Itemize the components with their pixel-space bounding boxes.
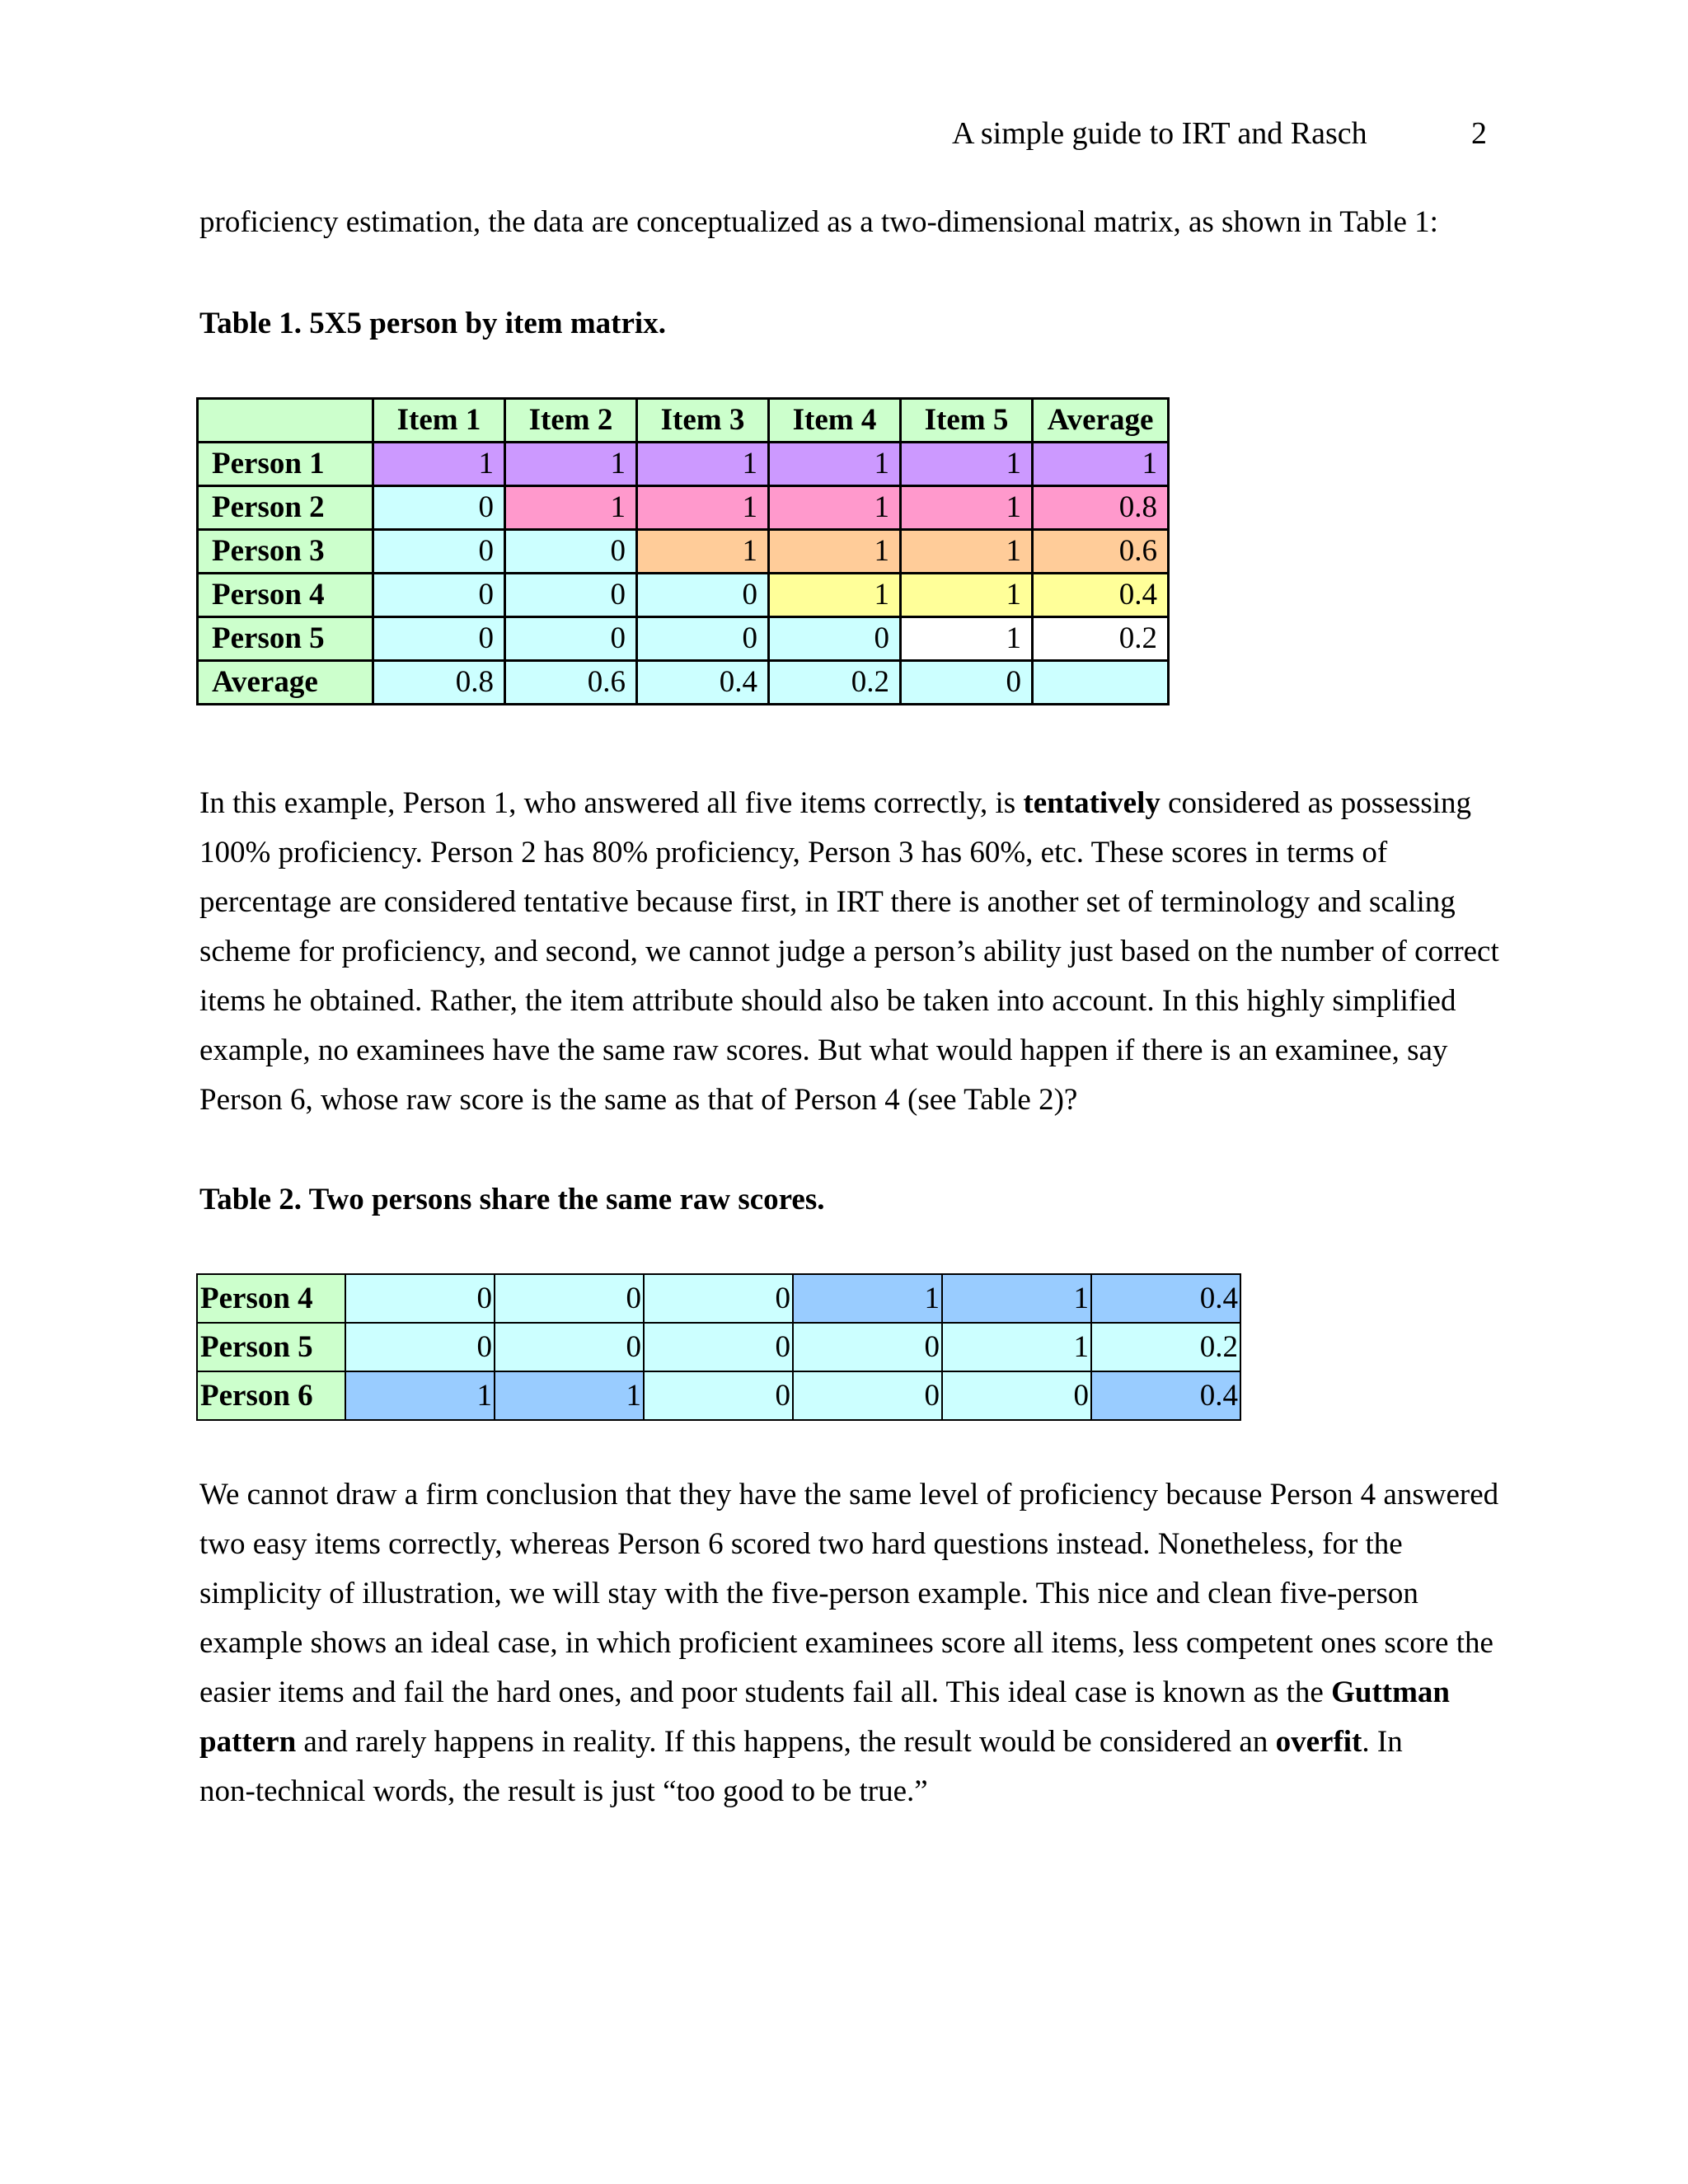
paragraph1-line5: items he obtained. Rather, the item attribute should also be taken into account. In this highly simplified: [199, 984, 1456, 1018]
table-cell: 0: [637, 574, 769, 617]
table-row: [198, 530, 1169, 574]
table-row: [197, 1371, 1240, 1420]
table-cell: 0.4: [1091, 1274, 1240, 1323]
paragraph2-line5: [199, 1675, 1450, 1710]
row-label: Person 5: [197, 1323, 345, 1371]
row-label: Person 1: [198, 443, 373, 486]
table-cell: 0: [495, 1274, 644, 1323]
table-cell: 1: [637, 486, 769, 530]
table-cell: 0.4: [1033, 574, 1169, 617]
running-header-title: A simple guide to IRT and Rasch: [952, 116, 1367, 151]
paragraph2-line2: two easy items correctly, whereas Person 6 scored two hard questions instead. Nonetheless, for the: [199, 1527, 1403, 1561]
table-cell: 1: [637, 530, 769, 574]
table-cell: 0.8: [1033, 486, 1169, 530]
table-cell: 1: [901, 486, 1033, 530]
table-cell: 0: [373, 486, 505, 530]
table-cell: 1: [505, 486, 637, 530]
table-cell: 0: [345, 1323, 495, 1371]
table-cell: 0.8: [373, 661, 505, 705]
table-cell: 0: [373, 617, 505, 661]
table-cell: 1: [793, 1274, 942, 1323]
table-cell: 1: [901, 617, 1033, 661]
table-cell: 0: [345, 1274, 495, 1323]
table-row: [198, 486, 1169, 530]
table-cell: 1: [942, 1323, 1091, 1371]
paragraph2-line7: non-technical words, the result is just “too good to be true.”: [199, 1774, 928, 1808]
table-cell: 0: [901, 661, 1033, 705]
table-cell: 0: [373, 574, 505, 617]
row-label: Person 5: [198, 617, 373, 661]
table1-header-item4: Item 4: [769, 399, 901, 443]
table-cell: 0: [793, 1323, 942, 1371]
table1-header-item3: Item 3: [637, 399, 769, 443]
row-label: Average: [198, 661, 373, 705]
table-cell: 1: [901, 443, 1033, 486]
table-cell: 1: [345, 1371, 495, 1420]
page-number: 2: [1471, 116, 1487, 151]
table2-caption: Table 2. Two persons share the same raw scores.: [199, 1183, 825, 1216]
table-row: [197, 1323, 1240, 1371]
bold-term-overfit: overfit: [1275, 1725, 1362, 1759]
text-run: . In: [1362, 1725, 1403, 1759]
table-cell: 0: [495, 1323, 644, 1371]
table-cell: 1: [505, 443, 637, 486]
paragraph2-line1: We cannot draw a firm conclusion that they have the same level of proficiency because Person 4 answered: [199, 1478, 1499, 1511]
table1-caption: Table 1. 5X5 person by item matrix.: [199, 307, 666, 340]
table-cell: 0.2: [1091, 1323, 1240, 1371]
table-cell: 0: [637, 617, 769, 661]
table-cell: 0: [942, 1371, 1091, 1420]
table1-person-by-item-matrix: [196, 397, 1170, 705]
table-cell: 0.4: [1091, 1371, 1240, 1420]
paragraph2-line6: [199, 1724, 1403, 1760]
table1-header-item5: Item 5: [901, 399, 1033, 443]
table1-header-item1: Item 1: [373, 399, 505, 443]
row-label: Person 4: [198, 574, 373, 617]
row-label: Person 2: [198, 486, 373, 530]
table-cell: 1: [637, 443, 769, 486]
table-cell: 0: [769, 617, 901, 661]
table-cell: 0: [644, 1274, 793, 1323]
paragraph1-line3: percentage are considered tentative because first, in IRT there is another set of terminology and scaling: [199, 885, 1456, 919]
table-cell: 0.2: [769, 661, 901, 705]
paragraph1-line4: scheme for proficiency, and second, we cannot judge a person’s ability just based on the number of correct: [199, 935, 1499, 968]
table-cell: 1: [942, 1274, 1091, 1323]
row-label: Person 6: [197, 1371, 345, 1420]
paragraph1-line6: example, no examinees have the same raw scores. But what would happen if there is an examinee, say: [199, 1033, 1448, 1067]
paragraph1-line7: Person 6, whose raw score is the same as that of Person 4 (see Table 2)?: [199, 1083, 1078, 1117]
table-row: [198, 617, 1169, 661]
table-cell: 1: [769, 574, 901, 617]
paragraph1-line1: [199, 785, 1471, 821]
table-cell: 1: [769, 530, 901, 574]
table-cell: 0.6: [505, 661, 637, 705]
table-cell: 1: [769, 486, 901, 530]
row-label: Person 4: [197, 1274, 345, 1323]
table-cell: 1: [769, 443, 901, 486]
table-cell: 0.2: [1033, 617, 1169, 661]
table-row: [198, 574, 1169, 617]
paragraph2-line3: simplicity of illustration, we will stay with the five-person example. This nice and clean five-person: [199, 1577, 1418, 1610]
bold-term-guttman: Guttman: [1331, 1675, 1450, 1709]
table-cell: 0: [644, 1371, 793, 1420]
table-cell: 0: [505, 617, 637, 661]
paragraph1-line2: 100% proficiency. Person 2 has 80% proficiency, Person 3 has 60%, etc. These scores in terms of: [199, 836, 1388, 869]
table-cell: 1: [495, 1371, 644, 1420]
table-cell: 1: [901, 574, 1033, 617]
table-row: [197, 1274, 1240, 1323]
table1-header-item2: Item 2: [505, 399, 637, 443]
row-label: Person 3: [198, 530, 373, 574]
table-cell: 0.4: [637, 661, 769, 705]
table1-header-row: [198, 399, 1169, 443]
bold-term-tentatively: tentatively: [1023, 786, 1160, 820]
table-cell: 1: [1033, 443, 1169, 486]
table-cell: [1033, 661, 1169, 705]
table-cell: 0: [505, 574, 637, 617]
table-cell: 0: [373, 530, 505, 574]
table1-corner-cell: [198, 399, 373, 443]
table-cell: 0: [644, 1323, 793, 1371]
paragraph2-line4: example shows an ideal case, in which proficient examinees score all items, less competent ones score the: [199, 1626, 1493, 1660]
text-run: considered as possessing: [1160, 786, 1472, 820]
table-cell: 1: [373, 443, 505, 486]
table-row: [198, 443, 1169, 486]
table-cell: 0: [793, 1371, 942, 1420]
table-cell: 0: [505, 530, 637, 574]
text-run: In this example, Person 1, who answered all five items correctly, is: [199, 786, 1024, 820]
table-row-average: [198, 661, 1169, 705]
table1-header-average: Average: [1033, 399, 1169, 443]
table2-shared-raw-scores: [196, 1273, 1241, 1421]
intro-line: proficiency estimation, the data are conceptualized as a two-dimensional matrix, as shown in Table 1:: [199, 205, 1438, 239]
table-cell: 1: [901, 530, 1033, 574]
table-cell: 0.6: [1033, 530, 1169, 574]
text-run: and rarely happens in reality. If this happens, the result would be considered an: [296, 1725, 1276, 1759]
bold-term-pattern: pattern: [199, 1725, 297, 1759]
text-run: easier items and fail the hard ones, and poor students fail all. This ideal case is known as the: [199, 1675, 1332, 1709]
